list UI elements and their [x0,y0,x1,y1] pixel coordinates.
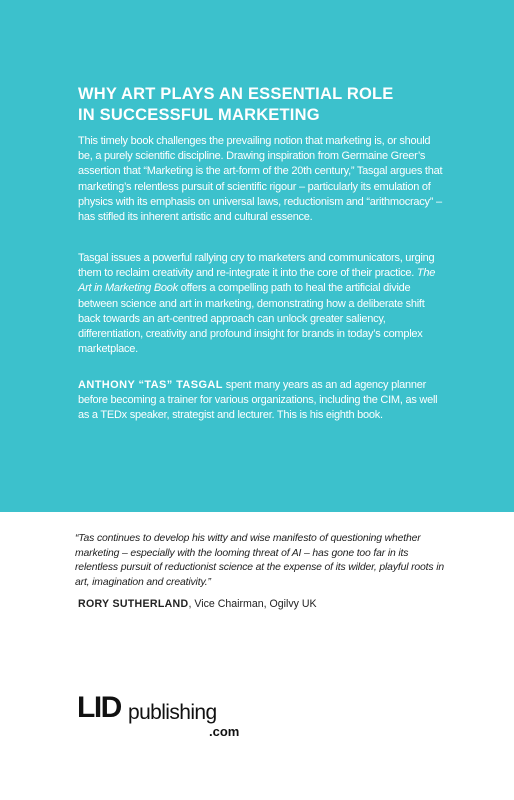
endorsement-quote: “Tas continues to develop his witty and wise manifesto of questioning whether marketing – especially with the looming threat of AI – has gone too far in its relentless pursuit of reductionist science at the expense of its wilder, playful roots in art, imagination and creativity.” [75,533,444,588]
publisher-logo [77,693,277,743]
author-name: ANTHONY “TAS” TASGAL [78,379,223,391]
blurb-paragraph-1: This timely book challenges the prevailing notion that marketing is, or should be, a purely scientific discipline. Drawing inspiration from Germaine Greer’s assertion that “Marketing is the art-form of the 20th century,” Tasgal argues that marketing’s relentless pursuit of scientific rigour – particularly its emulation of physics with its emphasis on universal laws, reductionism and “arithmocracy” – has stifled its inherent artistic and cultural essence. [78,135,443,224]
author-bio-text: spent many years as an ad agency planner before becoming a trainer for various organizations, including the CIM, as well as a TEDx speaker, strategist and lecturer. This is his eighth book. [78,379,438,422]
endorsement-attribution [78,598,448,610]
blurb-paragraph-2 [78,251,444,357]
heading-line-2: IN SUCCESSFUL MARKETING [78,106,320,124]
logo-com: .com [209,724,240,739]
book-title: The Art in Marketing Book [78,267,436,295]
heading-line-1: WHY ART PLAYS AN ESSENTIAL ROLE [78,85,394,103]
endorser-name: RORY SUTHERLAND [78,598,189,610]
author-bio [78,378,444,424]
logo-publishing: publishing [128,701,217,724]
logo-lid: LID [77,691,121,724]
paragraph-2-part-2: offers a compelling path to heal the artificial divide between science and art in marketing, demonstrating how a deliberate shift back towards an art-centred approach can unlock greater saliency, differentiation, creativity and profound insight for brands in today’s complex marketplace. [78,282,425,356]
cover-heading [78,84,478,126]
paragraph-2-part-1: Tasgal issues a powerful rallying cry to marketers and communicators, urging them to reclaim creativity and re-integrate it into the core of their practice. [78,252,435,280]
endorser-role: , Vice Chairman, Ogilvy UK [188,598,317,610]
